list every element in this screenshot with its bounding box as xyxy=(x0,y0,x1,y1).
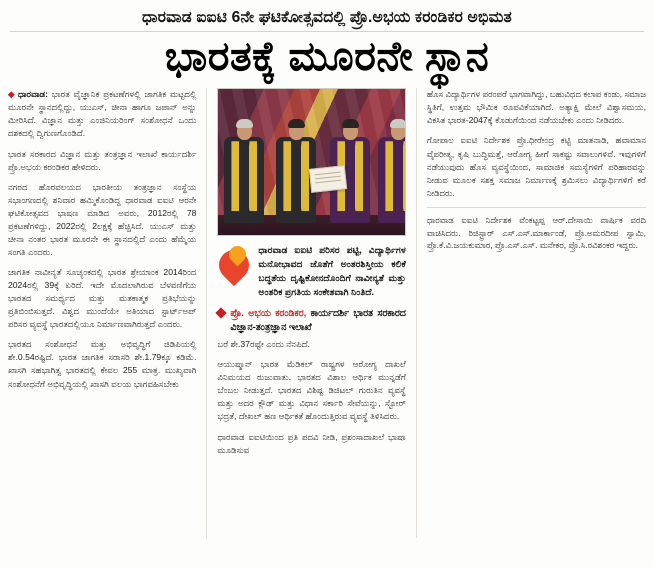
head xyxy=(343,122,358,140)
hair xyxy=(288,119,305,128)
degree-certificate xyxy=(309,165,347,193)
flame-icon xyxy=(217,244,251,284)
column-divider xyxy=(206,88,207,538)
article-kicker: ಧಾರವಾಡ ಐಐಟಿ 6ನೇ ಘಟಿಕೋತ್ಸವದಲ್ಲಿ ಪ್ರೊ.ಅಭಯ ಕರಂಡಿಕರ ಅಭಿಮತ xyxy=(142,9,512,26)
head xyxy=(289,122,304,140)
hair xyxy=(236,119,253,128)
article-headline: ಭಾರತಕ್ಕೆ ಮೂರನೇ ಸ್ಥಾನ xyxy=(164,33,490,80)
paragraph: ಧಾರವಾಡ ಐಐಟಿಯಿಂದ ಪ್ರತಿ ಪದವಿ ನೀಡಿ, ಪ್ರಶಂಸಾದಾಖಲೆ ಭಾಷಾ ಮೂಡಿಸುವ xyxy=(217,431,406,455)
article-body xyxy=(8,88,646,538)
dateline-place: ಧಾರವಾಡ: xyxy=(17,89,48,100)
paragraph: ನಗರದ ಹೊರವಲಯದ ಭಾರತೀಯ ತಂತ್ರಜ್ಞಾನ ಸಂಸ್ಥೆಯ ಸಭಾಂಗಣದಲ್ಲಿ ಶನಿವಾರ ಹಮ್ಮಿಕೊಂಡಿದ್ದ ಧಾರವಾಡ ಐಐಟಿ ಆರನೇ ಘಟಿಕೋತ್ಸವದ ಭಾಷಣ ಮಾಡಿದ ಅವರು, 2012ರಲ್ಲಿ 78 ಪ್ರಕಟಣೆಗಳಿದ್ದು, 2022ರಲ್ಲಿ 2ಲಕ್ಷಕ್ಕೆ ಹೆಚ್ಚಿಸಿದೆ. ಯುಎಸ್ ಮತ್ತು ಚೀನಾ ನಂತರ ಭಾರತ ಮೂರನೇ ಈ ಸ್ಥಾನದಲ್ಲಿದೆ ಎಂದು ಹೆಮ್ಮೆಯ ಸಂಗತಿ ಎಂದರು. xyxy=(8,181,197,257)
dateline-marker-icon: ◆ xyxy=(8,89,16,100)
attribution-text xyxy=(230,306,405,333)
article-column-1 xyxy=(8,88,196,538)
paragraph: ಭಾರತ ಸರಕಾರದ ವಿಜ್ಞಾನ ಮತ್ತು ತಂತ್ರಜ್ಞಾನ ಇಲಾಖೆ ಕಾರ್ಯದರ್ಶಿ ಪ್ರೊ.ಅಭಯ ಕರಂಡಿಕರ ಹೇಳಿದರು. xyxy=(8,148,197,172)
pull-quote xyxy=(217,244,405,299)
paragraph: ಧಾರವಾಡ ಐಐಟಿ ನಿರ್ದೇಶಕ ವೆಂಕಟ್ಟಪ್ಪ ಆರ್.ದೇಸಾಯಿ ವಾರ್ಷಿಕ ವರದಿ ವಾಚಿಸಿದರು. ರಿಜಿಸ್ಟ್ರಾರ್ ಎಸ್.ಎಸ್.ಮಾರ್ಕಾಂಡೆ, ಪ್ರೊ.ಅಮರದೀಪ ಸ್ವಾಮಿ, ಪ್ರೊ.ಕೆ.ವಿ.ಜಯಕುಮಾರ, ಪ್ರೊ.ಎಸ್.ಎಸ್. ಮನೇಕರ, ಪ್ರೊ.ಸಿ.ರವಿಶಂಕರ ಇದ್ದರು. xyxy=(426,214,647,251)
head xyxy=(391,122,406,140)
sash xyxy=(231,141,257,211)
attribution-name: ಪ್ರೊ. ಅಭಯ ಕರಂಡಿಕರ, xyxy=(230,307,307,319)
paragraph-divider xyxy=(427,207,646,208)
paragraph-text: ಭಾರತ ವೈಜ್ಞಾನಿಕ ಪ್ರಕಟಣೆಗಳಲ್ಲಿ ಜಾಗತಿಕ ಮಟ್ಟದಲ್ಲಿ ಮೂರನೇ ಸ್ಥಾನದಲ್ಲಿದ್ದು, ಯುಎಸ್, ಚೀನಾ ಹಾಗೂ ಜಪಾನ್ ಅನ್ನು ಮೀರಿಸಿದೆ. ವಿಜ್ಞಾನ ಮತ್ತು ಎಂಜಿನಿಯರಿಂಗ್ ಸಂಶೋಧನೆ ಒಂದು ದಶಕದಲ್ಲಿ ದ್ವಿಗುಣಗೊಂಡಿದೆ. xyxy=(8,89,197,139)
robe xyxy=(224,137,264,223)
hair xyxy=(342,119,359,128)
paragraph: ಹೊಸ ವಿದ್ಯಾರ್ಥಿಗಳ ಪರಂಪರೆ ಭಾಗವಾಗಿದ್ದು, ಬಹುವಿಧದ ಕಲಾಪ ಕಂಡು, ಸಮಾಜ ಸ್ಥಿತಿಗೆ, ಉತ್ತಮ ಭೌಮಿಕ ರೂಪವಿಕೆಯಾಗಿದೆ. ಅತ್ಯಾಕ್ಷಿ ಮೇಲೆ ವಿಶ್ವಾಸಮಯ, ವಿಕಸಿತ ಭಾರತ-2047ಕ್ಕೆ ಕೊಡುಗೆಯಿಂದ ನಡೆಯಬೇಕು ಎಂದು ನೀಡಿದರು. xyxy=(426,89,647,126)
paragraph: ಜಾಗತಿಕ ನಾವೀನ್ಯತೆ ಸೂಚ್ಯಂಕದಲ್ಲಿ ಭಾರತ ಶ್ರೇಯಾಂಕ 2014ರಿಂದ 2024ರಲ್ಲಿ 39ಕ್ಕೆ ಏರಿದೆ. ಇದೇ ಮೊದಲಾಗಿರುವ ಬೆಳವಣಿಗೆಯ ಭಾರತದ ಸಮರ್ಥ್ಯದ ಮತ್ತು ಮತಕಾತ್ಮಕ ಪ್ರತಿಭೆಯನ್ನು ಪ್ರತಿಬಿಂಬಿಸುತ್ತದೆ. ವಿಶ್ವದ ಮುಂದೆಯೇ ಅತಿಯಾದ ಸ್ಟಾರ್ಟ್‌ಅಪ್ ಪರಿಸರ ವ್ಯವಸ್ಥೆ ಭಾರತದಲ್ಲಿಯೂ ನಿರ್ಮಾಣವಾಗಿರುತ್ತದೆ ಎಂದರು. xyxy=(8,267,197,330)
kicker-divider xyxy=(10,31,644,32)
lead-paragraph xyxy=(8,88,196,140)
diamond-bullet-icon xyxy=(216,308,227,319)
paragraph: ಭಾರತದ ಸಂಶೋಧನೆ ಮತ್ತು ಅಭಿವೃದ್ಧಿಗೆ ಜಿಡಿಪಿಯಲ್ಲಿ ಶೇ.0.54ರಷ್ಟಿದೆ. ಭಾರತ ಜಾಗತಿಕ ಸರಾಸರಿ ಶೇ.1.79ಕ್ಕೂ ಕಡಿಮೆ. ಖಾಸಗಿ ಸಹಭಾಗಿತ್ವ ಭಾರತದಲ್ಲಿ ಕೇವಲ 255 ಮಾತ್ರ. ಮುಖ್ಯವಾಗಿ ಸಂಶೋಧನೆಗೆ ಅಭಿವೃದ್ಧಿಯಲ್ಲಿ ಖಾಸಗಿ ವಲಯ ಭಾಗವಹಿಸಬೇಕು xyxy=(8,339,197,389)
hair xyxy=(390,119,406,128)
head xyxy=(237,122,252,140)
attribution-role: ಕಾರ್ಯದರ್ಶಿ ಭಾರತ ಸರಕಾರದ ವಿಜ್ಞಾನ-ತಂತ್ರಜ್ಞಾನ ಇಲಾಖೆ xyxy=(230,307,406,332)
pull-quote-text: ಧಾರವಾಡ ಐಐಟಿ ಪರಿಸರ ಪಟ್ಟಿ, ವಿದ್ಯಾರ್ಥಿಗಳ ಮನೋಭಾವದ ಜೊತೆಗೆ ಅಂತರಶಿಸ್ತೀಯ ಕಲಿಕೆ ಬದ್ಧತೆಯ ದೃಷ್ಟಿಕೋನದೊಂದಿಗೆ ನಾವೀನ್ಯತೆ ಮತ್ತು ಅಂತರಿಕ ಪ್ರಗತಿಯ ಸಂಕೇತವಾಗಿ ನಿಂತಿದೆ. xyxy=(258,245,406,297)
paragraph: ಆಯುಷ್ಮಾನ್ ಭಾರತ ಮೆಡಿಕಲ್ ರಾಷ್ಟ್ರಗಳ ಆರೋಗ್ಯ ದಾಖಲೆ ವಿನಿಮಯದ ರುಜುವಾತು. ಭಾರತದ ವಿಶಾಲ ಆರ್ಥಿಕ ಮುನ್ನಡೆಗೆ ಬೆಂಬಲ ನೀಡುತ್ತದೆ. ಭಾರತದ ವಿಶಿಷ್ಟ ಡಿಜಿಟಲ್ ಗುರುತಿನ ವ್ಯವಸ್ಥೆ ಮತ್ತು ಅದರ ಕ್ಲೌಡ್ ಮತ್ತು ವಿಧಾನ ಸರ್ಕಾರಿ ಸೇವೆಯನ್ನು, ಸ್ಟೋರ್ ಭದ್ರತೆ, ದೇಖಲ್ ಹಣ ಆರ್ಥಿಕತೆ ಹೊಂದುತ್ತಿರುವ ವ್ಯವಸ್ಥೆ ತಿಳಿಸಿದರು. xyxy=(217,359,406,422)
person-guest-left xyxy=(224,122,264,223)
column-divider xyxy=(416,88,417,538)
paragraph: ಬರೆ ಶೇ.37ರಷ್ಟೇ ಎಂದು ನೆನಪಿದೆ. xyxy=(217,339,310,350)
sash xyxy=(385,141,405,211)
convocation-photo xyxy=(217,88,405,236)
paragraph: ಗೋಪಾಲ ಐಐಟಿ ನಿರ್ದೇಶಕ ಪ್ರೊ.ಧೀರೇಂದ್ರ ಕಟ್ಟಿ ಮಾತನಾಡಿ, ಹವಾಮಾನ ವೈಪರೀತ್ಯ, ಕೃಷಿ ಬುದ್ಧಿಮತ್ತೆ, ಆರೋಗ್ಯ ಹೀಗೆ ಸಾಕಷ್ಟು ಸವಾಲುಗಳಿವೆ. ಇವುಗಳಿಗೆ ನಡೆಯುವುದು ಹೊಸ ವ್ಯವಸ್ಥೆಯಿಂದ, ಸಾಮಾಜಿಕ ಸಮಸ್ಯೆಗಳಿಗೆ ಪರಿಹಾರವನ್ನು ನೀಡುವ ಮೂಲಕ ಸಶಕ್ತ ಸಮಾಜ ನಿರ್ಮಾಣಕ್ಕೆ ಶ್ರಮಿಸಲು ವಿದ್ಯಾರ್ಥಿಗಳಿಗೆ ಕರೆ ನೀಡಿದರು. xyxy=(426,135,647,198)
quote-attribution xyxy=(217,306,405,333)
person-guest-right xyxy=(378,122,405,223)
sash xyxy=(283,141,309,211)
robe xyxy=(378,137,405,223)
article-column-3 xyxy=(427,88,646,538)
article-column-2 xyxy=(217,88,405,538)
